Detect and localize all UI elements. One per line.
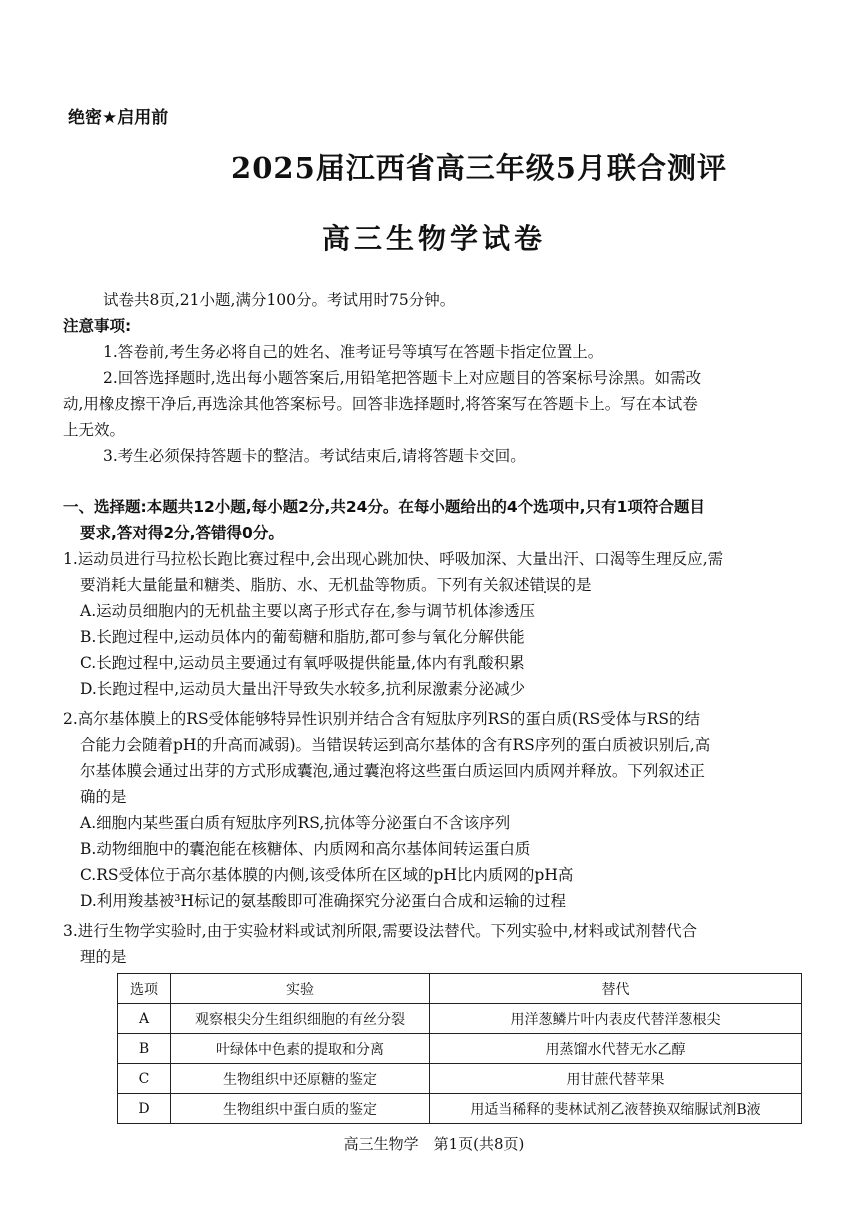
table-header-row — [118, 974, 802, 1004]
section-1-line-1: 一、选择题:本题共12小题,每小题2分,共24分。在每小题给出的4个选项中,只有1项符合题目 — [63, 498, 705, 516]
table-cell: 用洋葱鳞片叶内表皮代替洋葱根尖 — [430, 1004, 802, 1034]
q2-stem-line-3: 尔基体膜会通过出芽的方式形成囊泡,通过囊泡将这些蛋白质运回内质网并释放。下列叙述正 — [80, 762, 705, 780]
q1-stem-end: 的是 — [560, 576, 592, 594]
notice-heading: 注意事项: — [63, 317, 132, 335]
q2-option-c: C.RS受体位于高尔基体膜的内侧,该受体所在区域的pH比内质网的pH高 — [80, 866, 574, 884]
table-row — [118, 1004, 802, 1034]
table-cell: C — [118, 1064, 171, 1094]
section-1-line-2: 要求,答对得2分,答错得0分。 — [80, 524, 284, 542]
page-footer: 高三生物学 第1页(共8页) — [343, 1135, 525, 1153]
table-row — [118, 1034, 802, 1064]
q2-stem-line-2: 合能力会随着pH的升高而减弱)。当错误转运到高尔基体的含有RS序列的蛋白质被识别后,高 — [80, 736, 711, 754]
q1-emphasis-word: 错误 — [529, 576, 561, 594]
table-cell: 用适当稀释的斐林试剂乙液替换双缩脲试剂B液 — [430, 1094, 802, 1124]
notice-item-2-line-1: 2.回答选择题时,选出每小题答案后,用铅笔把答题卡上对应题目的答案标号涂黑。如需改 — [103, 369, 702, 387]
q1-option-c: C.长跑过程中,运动员主要通过有氧呼吸提供能量,体内有乳酸积累 — [80, 654, 525, 672]
table-cell: 观察根尖分生组织细胞的有丝分裂 — [171, 1004, 430, 1034]
notice-intro: 试卷共8页,21小题,满分100分。考试用时75分钟。 — [103, 291, 456, 309]
q3-stem-line-2: 理的是 — [80, 948, 127, 966]
q1-option-d: D.长跑过程中,运动员大量出汗导致失水较多,抗利尿激素分泌减少 — [80, 680, 526, 698]
confidential-label: 绝密★启用前 — [68, 108, 169, 128]
table-row — [118, 1064, 802, 1094]
q2-option-b: B.动物细胞中的囊泡能在核糖体、内质网和高尔基体间转运蛋白质 — [80, 840, 531, 858]
table-cell: 用甘蔗代替苹果 — [430, 1064, 802, 1094]
table-header-experiment: 实验 — [171, 974, 430, 1004]
table-header-substitute: 替代 — [430, 974, 802, 1004]
table-row — [118, 1094, 802, 1124]
q1-option-a: A.运动员细胞内的无机盐主要以离子形式存在,参与调节机体渗透压 — [80, 602, 536, 620]
table-cell: 生物组织中蛋白质的鉴定 — [171, 1094, 430, 1124]
table-cell: 生物组织中还原糖的鉴定 — [171, 1064, 430, 1094]
exam-title: 2025届江西省高三年级5月联合测评 — [231, 151, 727, 185]
table-cell: 叶绿体中色素的提取和分离 — [171, 1034, 430, 1064]
q2-option-a: A.细胞内某些蛋白质有短肽序列RS,抗体等分泌蛋白不含该序列 — [80, 814, 511, 832]
notice-item-3: 3.考生必须保持答题卡的整洁。考试结束后,请将答题卡交回。 — [103, 447, 526, 465]
table-cell: B — [118, 1034, 171, 1064]
q3-options-table — [117, 973, 802, 1124]
q1-stem-line-2 — [80, 572, 592, 598]
table-header-option: 选项 — [118, 974, 171, 1004]
q1-stem-text: 要消耗大量能量和糖类、脂肪、水、无机盐等物质。下列有关叙述 — [80, 576, 530, 594]
q1-stem-line-1: 1.运动员进行马拉松长跑比赛过程中,会出现心跳加快、呼吸加深、大量出汗、口渴等生理反应,需 — [63, 550, 724, 568]
q2-stem-line-4: 确的是 — [80, 788, 127, 806]
notice-item-2-line-3: 上无效。 — [63, 421, 126, 439]
table-cell: 用蒸馏水代替无水乙醇 — [430, 1034, 802, 1064]
q2-option-d: D.利用羧基被³H标记的氨基酸即可准确探究分泌蛋白合成和运输的过程 — [80, 892, 567, 910]
exam-subtitle: 高三生物学试卷 — [321, 222, 546, 255]
q1-option-b: B.长跑过程中,运动员体内的葡萄糖和脂肪,都可参与氧化分解供能 — [80, 628, 525, 646]
q3-stem-line-1: 3.进行生物学实验时,由于实验材料或试剂所限,需要设法替代。下列实验中,材料或试剂替代合 — [63, 922, 698, 940]
notice-item-2-line-2: 动,用橡皮擦干净后,再选涂其他答案标号。回答非选择题时,将答案写在答题卡上。写在本试卷 — [63, 395, 698, 413]
notice-item-1: 1.答卷前,考生务必将自己的姓名、准考证号等填写在答题卡指定位置上。 — [103, 343, 604, 361]
table-cell: D — [118, 1094, 171, 1124]
table-cell: A — [118, 1004, 171, 1034]
q2-stem-line-1: 2.高尔基体膜上的RS受体能够特异性识别并结合含有短肽序列RS的蛋白质(RS受体与RS的结 — [63, 710, 700, 728]
